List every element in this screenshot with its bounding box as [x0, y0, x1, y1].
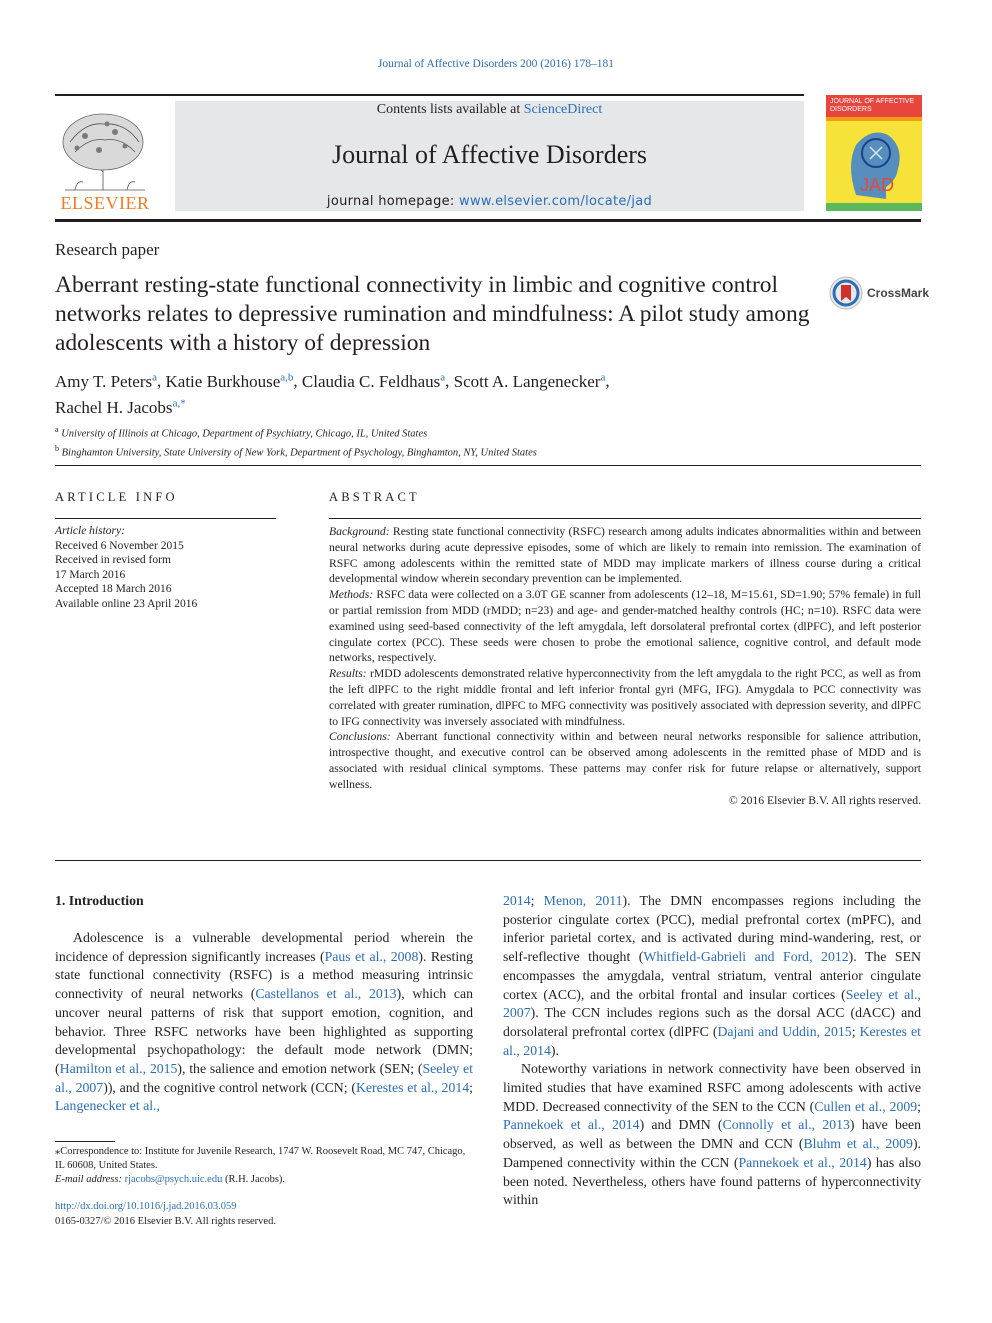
- body-column-left: [55, 929, 473, 1116]
- body-text: ). Dampened connectivity within the CCN (: [503, 1136, 921, 1170]
- article-info-heading: ARTICLE INFO: [55, 490, 178, 504]
- author-name: Amy T. Peters: [55, 371, 153, 391]
- abstract-label: Results:: [329, 667, 367, 681]
- citation-link[interactable]: Seeley et al., 2007: [503, 986, 921, 1021]
- body-text: ), which can uncover neural patterns of risk that support emotion, cognition, and behavior. Three RSFC networks have been highlighted as supporting developmental psychopathology: the default mode network (DMN; (: [55, 986, 473, 1076]
- abstract-methods: [329, 587, 921, 666]
- body-text: ).: [550, 1042, 559, 1058]
- abstract-text: Resting state functional connectivity (RSFC) research among adults indicates abnormalities within and between neural networks during acute depressive episodes, some of which are likely to remain into remission. The examination of RSFC among adolescents within the remitted state of MDD may implicate markers of illness course during a critical developmental window wherein secondary prevention can be implemented.: [329, 525, 921, 586]
- email-label: E-mail address:: [55, 1174, 125, 1185]
- body-text: ). The DMN encompasses regions including the posterior cingulate cortex (PCC), medial prefrontal cortex (mPFC), and inferior parietal cortex, and is activated during mind-wandering, rest, or self-reflective thought (: [503, 893, 921, 965]
- affiliation-marker: a: [55, 425, 59, 434]
- author-separator: ,: [445, 371, 454, 391]
- body-text: ;: [530, 893, 544, 908]
- citation-link[interactable]: Kerestes et al., 2014: [355, 1079, 470, 1095]
- body-text: ). Resting state functional connectivity (RSFC) is a method measuring intrinsic connectivity of neural networks (: [55, 948, 473, 1002]
- abstract-heading: ABSTRACT: [329, 490, 420, 504]
- affiliations: [55, 423, 855, 460]
- correspondence-footnote: [55, 1145, 473, 1187]
- abstract-text: RSFC data were collected on a 3.0T GE scanner from adolescents (12–18, M=15.61, SD=1.90; 57% female) in full or partial remission from MDD (rMDD; n=23) and age- and gender-matched healthy controls (HC; n=10). RSFC data were examined using seed-based connectivity of the left amygdala, left dorsolateral prefrontal cortex (dlPFC), and left posterior cingulate cortex (PCC). These seeds were chosen to probe the emotional salience, cognitive control, and default mode networks, respectively.: [329, 588, 921, 665]
- citation-link[interactable]: Connolly et al., 2013: [722, 1117, 850, 1133]
- affiliation: [55, 423, 855, 442]
- issn-line: 0165-0327/© 2016 Elsevier B.V. All rights reserved.: [55, 1216, 276, 1227]
- email-owner: (R.H. Jacobs).: [222, 1174, 286, 1185]
- citation-link[interactable]: Whitfield-Gabrieli and Ford, 2012: [643, 949, 849, 965]
- elsevier-logo[interactable]: [55, 102, 155, 214]
- divider: [55, 860, 921, 861]
- elsevier-wordmark: ELSEVIER: [60, 193, 150, 213]
- citation-link[interactable]: Dajani and Uddin, 2015: [717, 1023, 852, 1039]
- citation-link[interactable]: Cullen et al., 2009: [814, 1098, 918, 1114]
- cover-title: JOURNAL OF AFFECTIVE DISORDERS: [830, 98, 915, 113]
- doi-link[interactable]: http://dx.doi.org/10.1016/j.jad.2016.03.059: [55, 1201, 237, 1212]
- author-list: [55, 366, 815, 419]
- journal-homepage: [175, 194, 804, 209]
- citation-link[interactable]: Hamilton et al., 2015: [59, 1060, 178, 1076]
- author-affil-marker[interactable]: a,b: [280, 371, 294, 383]
- citation-link[interactable]: Pannekoek et al., 2014: [738, 1154, 867, 1170]
- author-affil-marker[interactable]: a: [600, 371, 606, 383]
- abstract-text: Aberrant functional connectivity within and between neural networks responsible for salience attribution, introspective thought, and executive control can be observed among adolescents in the remitted phase of MDD and is associated with residual clinical symptoms. These patterns may confer risk for future relapse or alternatively, support wellness.: [329, 730, 922, 791]
- author[interactable]: [454, 372, 606, 391]
- history-entry: Available online 23 April 2016: [55, 597, 198, 610]
- journal-citation[interactable]: Journal of Affective Disorders 200 (2016) 178–181: [377, 58, 615, 70]
- citation-link[interactable]: Pannekoek et al., 2014: [503, 1117, 640, 1133]
- history-entry: 17 March 2016: [55, 568, 126, 581]
- body-text: ) have been observed, as well as between the DMN and CCN (: [503, 1117, 921, 1152]
- crossmark-badge[interactable]: [829, 276, 930, 310]
- divider: [55, 465, 921, 466]
- divider: [55, 518, 276, 519]
- journal-title: Journal of Affective Disorders: [331, 140, 648, 169]
- affiliation-marker: b: [55, 443, 59, 453]
- body-column-right: [503, 892, 921, 1210]
- author[interactable]: [166, 372, 294, 391]
- abstract-background: [329, 524, 921, 587]
- body-text: Adolescence is a vulnerable developmental period wherein the incidence of depression significantly increases (: [55, 930, 473, 964]
- paragraph: [55, 929, 473, 1116]
- citation-link[interactable]: Langenecker et al.,: [55, 1098, 160, 1114]
- journal-cover[interactable]: [826, 95, 922, 211]
- affiliation: [55, 442, 855, 461]
- history-label: Article history:: [55, 525, 125, 537]
- abstract-results: [329, 666, 921, 729]
- citation-link[interactable]: Kerestes et al., 2014: [503, 1023, 921, 1058]
- author-affil-marker[interactable]: a,*: [172, 397, 186, 410]
- body-text: Noteworthy variations in network connectivity have been observed in limited studies that have examined RSFC among adolescents with active MDD. Decreased connectivity of the SEN to the CCN (: [503, 1061, 921, 1114]
- citation-link[interactable]: Menon, 2011: [543, 893, 623, 908]
- crossmark-icon: [829, 276, 863, 310]
- copyright: © 2016 Elsevier B.V. All rights reserved.: [728, 793, 921, 807]
- abstract-conclusions: [329, 729, 921, 792]
- abstract-label: Conclusions:: [329, 730, 391, 744]
- body-text: ) and DMN (: [639, 1117, 723, 1133]
- body-text: ) has also been noted. Nevertheless, others have found patterns of hyperconnectivity within: [503, 1154, 921, 1208]
- author-affil-marker[interactable]: a: [152, 371, 158, 383]
- author-name: Katie Burkhouse: [165, 371, 281, 391]
- author-separator: ,: [605, 371, 610, 391]
- article-title: Aberrant resting-state functional connectivity in limbic and cognitive control networks relates to depressive rumination and mindfulness: A pilot study among adolescents with a history of depression: [55, 272, 810, 356]
- author-separator: ,: [157, 371, 166, 391]
- email-link[interactable]: rjacobs@psych.uic.edu: [124, 1174, 223, 1185]
- abstract-label: Methods:: [329, 588, 374, 602]
- sciencedirect-link[interactable]: ScienceDirect: [523, 102, 603, 117]
- history-entry: Accepted 18 March 2016: [55, 583, 172, 595]
- abstract-text: rMDD adolescents demonstrated relative hyperconnectivity from the left amygdala to the right PCC, as well as from the left dlPFC to the right middle frontal and left inferior frontal gyri (MFG, IFG). Amygdala to PCC connectivity was correlated with greater rumination, dlPFC to MFG connectivity was positively associated with depression severity, and dlPFC to IFG connectivity was inversely associated with mindfulness.: [329, 667, 921, 728]
- citation-link[interactable]: Bluhm et al., 2009: [803, 1136, 913, 1152]
- body-text: ;: [851, 1023, 860, 1039]
- asterisk-marker: ⁎: [55, 1146, 61, 1157]
- correspondence: [55, 1145, 473, 1173]
- author[interactable]: [55, 398, 186, 417]
- correspondence-text: Correspondence to: Institute for Juvenile Research, 1747 W. Roosevelt Road, MC 747, Chicago, IL 60608, United States.: [55, 1146, 466, 1171]
- footnote-rule: [55, 1141, 115, 1142]
- body-text: ). The CCN includes regions such as the dorsal ACC (dACC) and dorsolateral prefrontal cortex (dlPFC (: [503, 1005, 921, 1039]
- affiliation-text: University of Illinois at Chicago, Department of Psychiatry, Chicago, IL, United States: [61, 428, 428, 440]
- author[interactable]: [302, 372, 445, 391]
- citation-link[interactable]: Seeley et al., 2007: [55, 1060, 473, 1095]
- abstract-label: Background:: [329, 525, 390, 538]
- divider: [329, 518, 921, 519]
- body-text: ;: [917, 1098, 921, 1114]
- article-history: [55, 524, 285, 611]
- author[interactable]: [55, 372, 157, 391]
- homepage-prefix: journal homepage:: [326, 194, 460, 209]
- email-line: [55, 1173, 473, 1187]
- header-rule-thick: [55, 219, 921, 222]
- body-text: ), the salience and emotion network (SEN; (: [177, 1060, 423, 1076]
- citation-link[interactable]: Paus et al., 2008: [324, 948, 419, 964]
- author-name: Scott A. Langenecker: [453, 371, 601, 391]
- cover-abbrev: JAD: [860, 175, 895, 195]
- contents-line: [175, 102, 804, 118]
- citation-link[interactable]: Castellanos et al., 2013: [255, 986, 397, 1002]
- author-name: Claudia C. Feldhaus: [301, 371, 441, 391]
- body-text: )), and the cognitive control network (CCN; (: [103, 1079, 356, 1095]
- section-heading-introduction: 1. Introduction: [55, 893, 144, 908]
- article-type: Research paper: [55, 240, 160, 259]
- crossmark-label: CrossMark: [867, 286, 930, 300]
- history-entry: Received in revised form: [55, 554, 171, 566]
- author-affil-marker[interactable]: a: [440, 371, 446, 383]
- body-text: ). The SEN encompasses the amygdala, ventral striatum, ventral anterior cingulate cortex (ACC), and the orbital frontal and insular cortices (: [503, 949, 922, 1002]
- homepage-link[interactable]: www.elsevier.com/locate/jad: [459, 194, 653, 209]
- citation-link[interactable]: 2014: [503, 893, 531, 908]
- contents-prefix: Contents lists available at: [376, 102, 524, 117]
- body-text: ;: [469, 1079, 473, 1095]
- affiliation-text: Binghamton University, State University of New York, Department of Psychology, Binghamton, NY, United States: [61, 447, 537, 458]
- author-name: Rachel H. Jacobs: [55, 398, 173, 418]
- author-separator: ,: [293, 371, 302, 391]
- paragraph: [503, 892, 921, 1060]
- header-rule: [55, 94, 804, 96]
- paragraph: [503, 1060, 921, 1210]
- abstract-body: [329, 524, 921, 808]
- history-entry: Received 6 November 2015: [55, 539, 184, 552]
